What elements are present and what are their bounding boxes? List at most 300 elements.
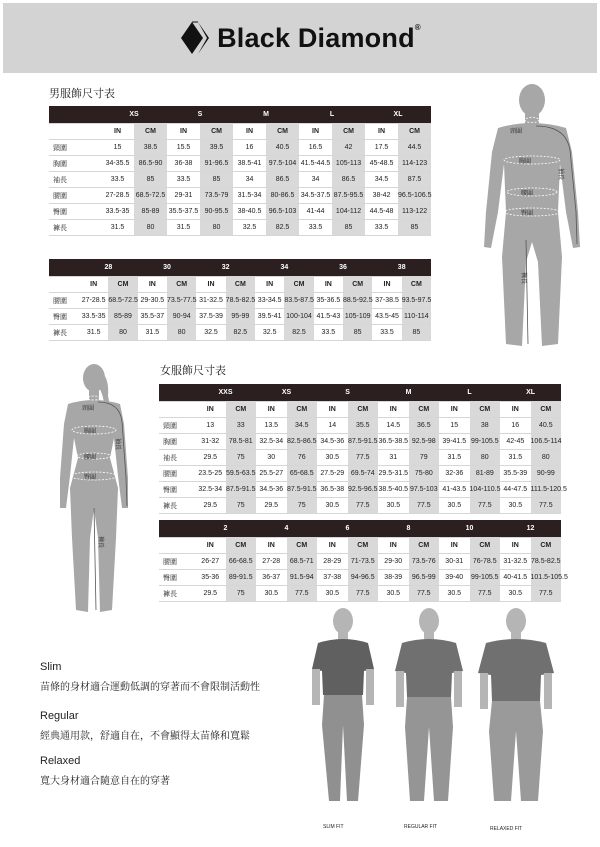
size-value: 77.5 (287, 586, 318, 602)
fit-slim-desc: 苗條的身材適合運動低調的穿著而不會限制活動性 (40, 682, 260, 693)
size-value: 31 (378, 450, 409, 466)
unit-header-cm: CM (200, 124, 233, 140)
size-value: 31-32.5 (500, 554, 531, 570)
relaxed-fit-figure (478, 608, 554, 801)
size-value: 96.5-99 (409, 570, 440, 586)
size-value: 30.5 (439, 586, 470, 602)
table-row (159, 586, 561, 602)
size-header: 6 (317, 520, 378, 538)
size-value: 77.5 (531, 498, 562, 514)
table-row (49, 309, 431, 325)
unit-header-cm: CM (226, 538, 257, 554)
male-sleeve-label: 袖長 (557, 168, 564, 181)
women-top-size-table (159, 384, 567, 514)
table-row (159, 554, 561, 570)
size-value: 99-105.5 (470, 434, 501, 450)
row-label: 袖長 (159, 450, 195, 466)
size-value: 31-32.5 (196, 293, 225, 309)
female-waist-label: 腰圍 (84, 454, 97, 461)
size-value: 75 (226, 450, 257, 466)
size-header: XXS (195, 384, 256, 402)
size-value: 99-105.5 (470, 570, 501, 586)
size-value: 25.5-27 (256, 466, 287, 482)
row-label: 褲長 (49, 220, 101, 236)
unit-header-in: IN (317, 402, 348, 418)
size-value: 85 (134, 172, 167, 188)
size-value: 39-41.5 (439, 434, 470, 450)
size-value: 16 (500, 418, 531, 434)
size-value: 33 (226, 418, 257, 434)
size-value: 44.5 (398, 140, 431, 156)
size-value: 97.5-104 (266, 156, 299, 172)
size-value: 33.5 (365, 220, 398, 236)
unit-header-cm: CM (134, 124, 167, 140)
table-row (49, 325, 431, 341)
unit-header-cm: CM (398, 124, 431, 140)
slim-fit-figure (312, 608, 374, 801)
size-value: 90-94 (167, 309, 196, 325)
size-value: 35.5-39 (500, 466, 531, 482)
size-value: 80 (531, 450, 562, 466)
unit-header-cm: CM (226, 277, 255, 293)
fit-regular-name: Regular (40, 710, 79, 722)
unit-header-in: IN (500, 538, 531, 554)
size-value: 32.5 (255, 325, 284, 341)
size-value: 82.5 (284, 325, 313, 341)
size-value: 15 (101, 140, 134, 156)
unit-header-cm: CM (409, 402, 440, 418)
size-value: 15 (439, 418, 470, 434)
size-value: 38.5 (134, 140, 167, 156)
size-header: XL (500, 384, 561, 402)
size-value: 29.5 (195, 450, 226, 466)
size-value: 40-41.5 (500, 570, 531, 586)
unit-header-in: IN (500, 402, 531, 418)
size-header: 10 (439, 520, 500, 538)
size-value: 91-96.5 (200, 156, 233, 172)
fit-slim-name: Slim (40, 661, 62, 673)
female-neck-label: 頸圍 (82, 405, 95, 412)
size-value: 30.5 (317, 450, 348, 466)
row-label: 腰圍 (49, 293, 79, 309)
unit-header-cm: CM (470, 402, 501, 418)
size-value: 78.5-81 (226, 434, 257, 450)
size-value: 85 (402, 325, 431, 341)
size-value: 34.5 (365, 172, 398, 188)
men-bottom-size-table (49, 259, 431, 341)
size-value: 37-38.5 (372, 293, 401, 309)
row-label: 腰圍 (159, 466, 195, 482)
size-value: 113-122 (398, 204, 431, 220)
unit-header-in: IN (317, 538, 348, 554)
size-value: 31.5 (167, 220, 200, 236)
size-value: 33.5 (299, 220, 332, 236)
size-value: 104-112 (332, 204, 365, 220)
size-header: 38 (372, 259, 431, 277)
size-value: 97.5-103 (409, 482, 440, 498)
size-value: 34.5-36 (256, 482, 287, 498)
size-value: 77.5 (348, 586, 379, 602)
unit-header-in: IN (256, 402, 287, 418)
size-value: 36-37 (256, 570, 287, 586)
table-row (49, 220, 431, 236)
size-value: 104-110.5 (470, 482, 501, 498)
size-value: 36.5-38.5 (378, 434, 409, 450)
unit-header-cm: CM (348, 402, 379, 418)
size-value: 30.5 (500, 498, 531, 514)
female-measurement-figure (48, 358, 148, 620)
size-value: 32-36 (439, 466, 470, 482)
size-value: 105-113 (332, 156, 365, 172)
size-value: 105-109 (343, 309, 372, 325)
size-value: 38 (470, 418, 501, 434)
size-value: 16 (233, 140, 266, 156)
male-chest-label: 胸圍 (519, 158, 532, 165)
size-value: 68.5-72.5 (134, 188, 167, 204)
size-value: 29-30 (378, 554, 409, 570)
size-value: 93.5-97.5 (402, 293, 431, 309)
size-value: 101.5-105.5 (531, 570, 562, 586)
size-value: 30.5 (378, 498, 409, 514)
size-value: 78.5-82.5 (531, 554, 562, 570)
size-value: 41.5-44.5 (299, 156, 332, 172)
size-value: 26-27 (195, 554, 226, 570)
table-row (49, 204, 431, 220)
size-value: 30-31 (439, 554, 470, 570)
unit-header-in: IN (255, 277, 284, 293)
size-value: 110-114 (402, 309, 431, 325)
size-value: 30 (256, 450, 287, 466)
unit-header-cm: CM (531, 402, 562, 418)
fit-relaxed-name: Relaxed (40, 755, 81, 767)
size-value: 85 (343, 325, 372, 341)
size-value: 27.5-29 (317, 466, 348, 482)
unit-header-cm: CM (108, 277, 137, 293)
size-value: 29.5-31.5 (378, 466, 409, 482)
unit-header-cm: CM (284, 277, 313, 293)
size-header: 34 (255, 259, 314, 277)
men-size-title: 男服飾尺寸表 (49, 87, 115, 100)
size-header: XS (101, 106, 167, 124)
size-value: 59.5-63.5 (226, 466, 257, 482)
size-value: 100-104 (284, 309, 313, 325)
table-row (159, 418, 561, 434)
size-value: 65-68.5 (287, 466, 318, 482)
size-value: 76 (287, 450, 318, 466)
size-value: 75 (287, 498, 318, 514)
size-value: 31.5 (439, 450, 470, 466)
size-value: 86.5 (332, 172, 365, 188)
unit-header-in: IN (439, 402, 470, 418)
size-value: 73.5-77.5 (167, 293, 196, 309)
size-value: 31-32 (195, 434, 226, 450)
male-waist-label: 腰圍 (521, 190, 534, 197)
size-value: 85 (200, 172, 233, 188)
unit-header-cm: CM (348, 538, 379, 554)
table-row (159, 450, 561, 466)
size-value: 34 (233, 172, 266, 188)
size-value: 68.5-72.5 (108, 293, 137, 309)
size-header: 8 (378, 520, 439, 538)
size-value: 36-38 (167, 156, 200, 172)
unit-header-cm: CM (402, 277, 431, 293)
size-value: 82.5 (226, 325, 255, 341)
women-size-title: 女服飾尺寸表 (160, 364, 226, 377)
size-value: 34 (299, 172, 332, 188)
size-value: 33.5 (101, 172, 134, 188)
size-value: 29-30.5 (138, 293, 167, 309)
size-value: 73.5-79 (200, 188, 233, 204)
row-label: 褲長 (49, 325, 79, 341)
table-row (159, 482, 561, 498)
size-header: XS (256, 384, 317, 402)
size-value: 85 (332, 220, 365, 236)
row-label: 臀圍 (49, 309, 79, 325)
unit-header-in: IN (101, 124, 134, 140)
unit-header-in: IN (167, 124, 200, 140)
size-value: 36.5 (409, 418, 440, 434)
size-value: 39-40 (439, 570, 470, 586)
size-value: 69.5-74 (348, 466, 379, 482)
size-value: 34.5 (287, 418, 318, 434)
size-value: 96.5-106.5 (398, 188, 431, 204)
size-value: 14 (317, 418, 348, 434)
size-value: 80-86.5 (266, 188, 299, 204)
table-row (49, 172, 431, 188)
size-value: 91.5-94 (287, 570, 318, 586)
size-value: 17.5 (365, 140, 398, 156)
unit-header-cm: CM (343, 277, 372, 293)
unit-header-cm: CM (409, 538, 440, 554)
size-value: 41-43.5 (439, 482, 470, 498)
unit-header-in: IN (314, 277, 343, 293)
size-header: 4 (256, 520, 317, 538)
size-value: 29.5 (195, 586, 226, 602)
unit-header-cm: CM (287, 538, 318, 554)
size-value: 41-44 (299, 204, 332, 220)
slim-fit-caption: SLIM FIT (323, 824, 344, 830)
size-value: 30.5 (439, 498, 470, 514)
size-header: S (317, 384, 378, 402)
female-inseam-label: 褲長 (97, 536, 104, 549)
size-value: 82.5 (266, 220, 299, 236)
size-value: 77.5 (470, 498, 501, 514)
size-value: 38-39 (378, 570, 409, 586)
size-value: 32.5 (233, 220, 266, 236)
unit-header-in: IN (378, 402, 409, 418)
size-value: 79 (409, 450, 440, 466)
table-row (159, 466, 561, 482)
unit-header-in: IN (372, 277, 401, 293)
size-value: 31.5-34 (233, 188, 266, 204)
size-value: 89-91.5 (226, 570, 257, 586)
size-value: 92.5-96.5 (348, 482, 379, 498)
size-value: 27-28.5 (79, 293, 108, 309)
regular-fit-caption: REGULAR FIT (404, 824, 438, 830)
size-value: 32.5 (196, 325, 225, 341)
size-header: M (233, 106, 299, 124)
unit-header-in: IN (299, 124, 332, 140)
female-sleeve-label: 袖長 (114, 438, 121, 451)
size-value: 85 (398, 220, 431, 236)
table-row (159, 570, 561, 586)
size-value: 31.5 (500, 450, 531, 466)
size-value: 77.5 (348, 498, 379, 514)
size-value: 44-47.5 (500, 482, 531, 498)
size-value: 33.5 (372, 325, 401, 341)
size-value: 66-68.5 (226, 554, 257, 570)
female-chest-label: 胸圍 (84, 428, 97, 435)
row-label: 臀圍 (49, 204, 101, 220)
size-header: 28 (79, 259, 138, 277)
fit-comparison-figures (300, 605, 560, 827)
size-value: 114-123 (398, 156, 431, 172)
size-value: 80 (470, 450, 501, 466)
male-neck-label: 頸圍 (510, 128, 523, 135)
row-label: 袖長 (49, 172, 101, 188)
size-value: 31.5 (101, 220, 134, 236)
row-label: 褲長 (159, 586, 195, 602)
size-value: 29-31 (167, 188, 200, 204)
size-value: 96.5-103 (266, 204, 299, 220)
size-value: 33.5 (167, 172, 200, 188)
size-value: 32.5-34 (256, 434, 287, 450)
size-value: 95-99 (226, 309, 255, 325)
size-value: 106.5-114 (531, 434, 562, 450)
regular-fit-figure (395, 608, 463, 801)
size-header: L (299, 106, 365, 124)
size-value: 30.5 (317, 586, 348, 602)
row-label: 頸圍 (159, 418, 195, 434)
size-value: 40.5 (531, 418, 562, 434)
size-value: 80 (108, 325, 137, 341)
size-value: 68.5-71 (287, 554, 318, 570)
row-label: 臀圍 (159, 482, 195, 498)
row-label: 胸圍 (49, 156, 101, 172)
size-value: 75 (226, 586, 257, 602)
size-value: 27-28.5 (101, 188, 134, 204)
size-value: 16.5 (299, 140, 332, 156)
brand-banner (3, 3, 597, 73)
size-value: 77.5 (409, 498, 440, 514)
size-value: 90-95.5 (200, 204, 233, 220)
size-value: 33.5-35 (101, 204, 134, 220)
size-value: 33-34.5 (255, 293, 284, 309)
unit-header-in: IN (195, 538, 226, 554)
men-top-size-table (49, 106, 431, 236)
size-value: 27-28 (256, 554, 287, 570)
brand-name: Black Diamond® (217, 22, 421, 53)
size-value: 14.5 (378, 418, 409, 434)
size-value: 85-89 (134, 204, 167, 220)
size-value: 41.5-43 (314, 309, 343, 325)
unit-header-in: IN (256, 538, 287, 554)
size-value: 42 (332, 140, 365, 156)
size-header: 32 (196, 259, 255, 277)
size-value: 88.5-92.5 (343, 293, 372, 309)
unit-header-in: IN (439, 538, 470, 554)
row-label: 腰圍 (159, 554, 195, 570)
size-header: XL (365, 106, 431, 124)
size-value: 33.5-35 (79, 309, 108, 325)
fit-relaxed-desc: 寬大身材適合隨意自在的穿著 (40, 776, 170, 787)
size-value: 39.5 (200, 140, 233, 156)
unit-header-in: IN (196, 277, 225, 293)
size-value: 90-99 (531, 466, 562, 482)
size-value: 36.5-38 (317, 482, 348, 498)
table-row (159, 498, 561, 514)
size-value: 35.5 (348, 418, 379, 434)
unit-header-in: IN (233, 124, 266, 140)
size-value: 87.5-91.5 (287, 482, 318, 498)
size-value: 35.5-37 (138, 309, 167, 325)
size-header: S (167, 106, 233, 124)
fit-regular-desc: 經典通用款，舒適自在，不會顯得太苗條和寬鬆 (40, 731, 250, 742)
size-header: L (439, 384, 500, 402)
diamond-logo-icon (179, 20, 209, 56)
male-measurement-figure (476, 82, 588, 352)
size-value: 31.5 (79, 325, 108, 341)
unit-header-cm: CM (266, 124, 299, 140)
female-hip-label: 臀圍 (84, 474, 97, 481)
size-value: 37-38 (317, 570, 348, 586)
size-value: 92.5-98 (409, 434, 440, 450)
row-label: 腰圍 (49, 188, 101, 204)
unit-header-in: IN (138, 277, 167, 293)
table-row (159, 434, 561, 450)
row-label: 臀圍 (159, 570, 195, 586)
size-value: 44.5-48 (365, 204, 398, 220)
size-value: 32.5-34 (195, 482, 226, 498)
size-value: 40.5 (266, 140, 299, 156)
size-value: 35-36 (195, 570, 226, 586)
size-value: 111.5-120.5 (531, 482, 562, 498)
row-label: 胸圍 (159, 434, 195, 450)
size-value: 86.5 (266, 172, 299, 188)
size-value: 43.5-45 (372, 309, 401, 325)
size-value: 82.5-86.5 (287, 434, 318, 450)
unit-header-cm: CM (531, 538, 562, 554)
size-header: 30 (138, 259, 197, 277)
unit-header-in: IN (79, 277, 108, 293)
size-value: 31.5 (138, 325, 167, 341)
women-bottom-size-table (159, 520, 568, 602)
male-hip-label: 臀圍 (521, 210, 534, 217)
unit-header-in: IN (365, 124, 398, 140)
unit-header-cm: CM (470, 538, 501, 554)
size-value: 45-48.5 (365, 156, 398, 172)
size-value: 73.5-76 (409, 554, 440, 570)
size-value: 86.5-90 (134, 156, 167, 172)
size-value: 29.5 (256, 498, 287, 514)
unit-header-cm: CM (287, 402, 318, 418)
male-inseam-label: 褲長 (520, 272, 527, 285)
size-value: 87.5-95.5 (332, 188, 365, 204)
size-value: 76-78.5 (470, 554, 501, 570)
size-value: 30.5 (256, 586, 287, 602)
size-value: 23.5-25 (195, 466, 226, 482)
relaxed-fit-caption: RELAXED FIT (490, 826, 523, 832)
table-row (49, 188, 431, 204)
size-value: 34-35.5 (101, 156, 134, 172)
brand-logo (179, 20, 421, 56)
size-value: 75-80 (409, 466, 440, 482)
size-value: 33.5 (314, 325, 343, 341)
size-value: 29.5 (195, 498, 226, 514)
unit-header-cm: CM (332, 124, 365, 140)
size-value: 75 (226, 498, 257, 514)
size-value: 30.5 (500, 586, 531, 602)
